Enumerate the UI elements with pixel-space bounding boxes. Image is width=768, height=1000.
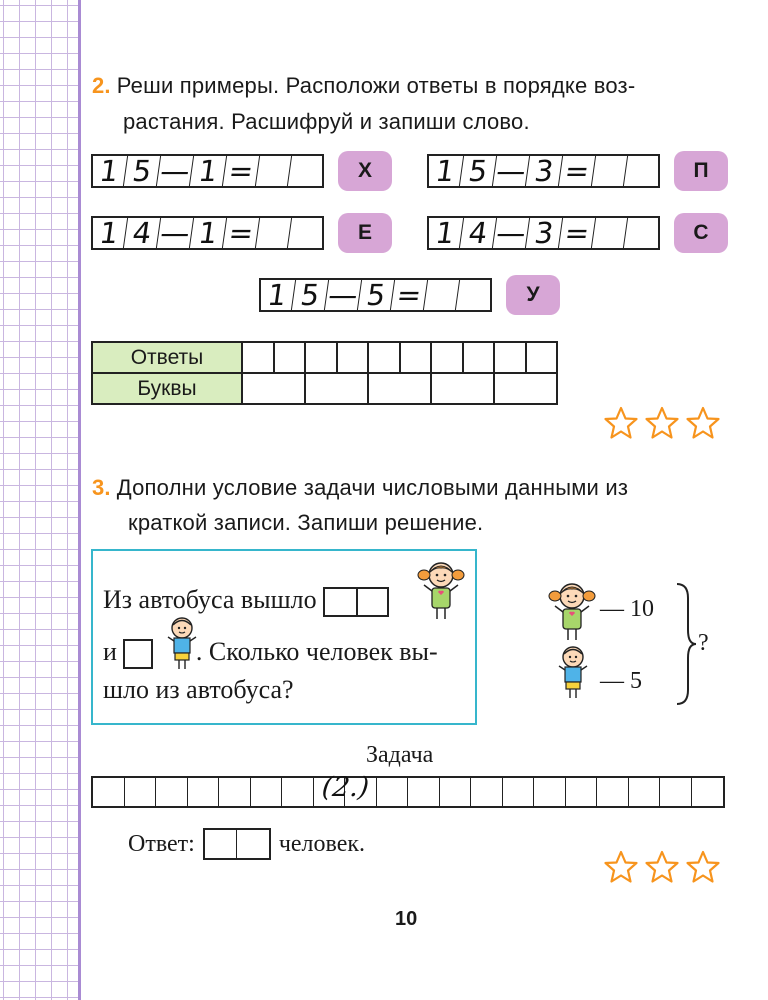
- letter-cell[interactable]: [494, 373, 557, 404]
- letter-cell[interactable]: [305, 373, 368, 404]
- story-text-2-start: и: [103, 637, 117, 666]
- equals-cell: =: [391, 280, 428, 310]
- example-5: [259, 278, 560, 312]
- answer-cell[interactable]: [274, 342, 306, 373]
- answer-label: Ответ:: [128, 830, 195, 857]
- answer-cell[interactable]: [592, 218, 628, 248]
- example-cells: [259, 278, 492, 312]
- answer-cell[interactable]: [456, 280, 492, 310]
- rating-stars-task2: [603, 405, 721, 441]
- solution-cell[interactable]: [566, 778, 598, 806]
- letter-badge: П: [674, 151, 728, 191]
- answer-cell[interactable]: [368, 342, 400, 373]
- star-icon[interactable]: [644, 405, 680, 441]
- solution-cell[interactable]: [692, 778, 724, 806]
- task2-text-line1: Реши примеры. Расположи ответы в порядке воз-: [116, 73, 636, 98]
- handwritten-action-count: (2.): [320, 772, 371, 803]
- answer-input-box[interactable]: [203, 828, 271, 860]
- solution-cell[interactable]: [503, 778, 535, 806]
- answer-cell[interactable]: [463, 342, 495, 373]
- answer-cell[interactable]: [624, 156, 660, 186]
- notebook-grid-margin: [0, 0, 80, 1000]
- solution-cell[interactable]: [93, 778, 125, 806]
- problem-story-box: [91, 549, 477, 725]
- task2-line1: [92, 69, 635, 103]
- solution-cell[interactable]: [219, 778, 251, 806]
- star-icon[interactable]: [603, 405, 639, 441]
- task3-text-line1: Дополни условие задачи числовыми данными из: [116, 475, 629, 500]
- answer-cell[interactable]: [624, 218, 660, 248]
- answer-cell[interactable]: [242, 342, 274, 373]
- solution-cell[interactable]: [156, 778, 188, 806]
- solution-cell[interactable]: [188, 778, 220, 806]
- star-icon[interactable]: [685, 405, 721, 441]
- story-line-1: [103, 585, 389, 617]
- task3-line1: [92, 471, 628, 505]
- solution-cell[interactable]: [377, 778, 409, 806]
- solution-cell[interactable]: [125, 778, 157, 806]
- letters-row: [92, 373, 557, 404]
- task-title: Задача: [366, 742, 434, 768]
- answer-cell[interactable]: [592, 156, 628, 186]
- girl-icon: [415, 559, 467, 621]
- answer-cell[interactable]: [526, 342, 558, 373]
- boy-icon: [556, 644, 590, 700]
- letter-cell[interactable]: [242, 373, 305, 404]
- brief-question: ?: [698, 630, 709, 656]
- solution-cell[interactable]: [660, 778, 692, 806]
- digit-cell: 1: [427, 218, 464, 248]
- letter-badge: С: [674, 213, 728, 253]
- star-icon[interactable]: [644, 849, 680, 885]
- star-icon[interactable]: [603, 849, 639, 885]
- example-cells: [427, 216, 660, 250]
- digit-cell: 3: [526, 156, 563, 186]
- story-line-2: [103, 637, 438, 669]
- answer-line: [128, 828, 365, 860]
- answer-cell[interactable]: [494, 342, 526, 373]
- story-line-3: шло из автобуса?: [103, 675, 294, 704]
- answer-cell[interactable]: [288, 218, 324, 248]
- story-text-2-end: . Сколько человек вы-: [195, 637, 438, 666]
- answers-table: [91, 341, 558, 405]
- operator-cell: —: [325, 280, 362, 310]
- digit-cell: 4: [124, 218, 161, 248]
- letter-cell[interactable]: [431, 373, 494, 404]
- solution-cell[interactable]: [408, 778, 440, 806]
- letter-cell[interactable]: [368, 373, 431, 404]
- digit-cell: 1: [427, 156, 464, 186]
- number-input-box-boys[interactable]: [123, 639, 153, 669]
- answer-cell[interactable]: [337, 342, 369, 373]
- answer-unit: человек.: [278, 830, 366, 857]
- answer-cell[interactable]: [256, 156, 292, 186]
- girl-icon: [546, 580, 598, 642]
- digit-cell: 4: [460, 218, 497, 248]
- digit-cell: 3: [526, 218, 563, 248]
- answer-cell[interactable]: [400, 342, 432, 373]
- solution-cell[interactable]: [251, 778, 283, 806]
- answer-cell[interactable]: [305, 342, 337, 373]
- solution-cell[interactable]: [471, 778, 503, 806]
- star-icon[interactable]: [685, 849, 721, 885]
- boy-icon: [165, 615, 199, 671]
- solution-cell[interactable]: [597, 778, 629, 806]
- task2-line2: растания. Расшифруй и запиши слово.: [123, 109, 530, 134]
- digit-cell: 5: [358, 280, 395, 310]
- operator-cell: —: [493, 156, 530, 186]
- story-text-1: Из автобуса вышло: [103, 585, 317, 614]
- letter-badge: Х: [338, 151, 392, 191]
- solution-cell[interactable]: [629, 778, 661, 806]
- brief-notation: [540, 580, 740, 710]
- operator-cell: —: [157, 156, 194, 186]
- example-cells: [91, 216, 324, 250]
- example-3: [91, 216, 392, 250]
- digit-cell: 1: [91, 156, 128, 186]
- solution-cells: [91, 776, 725, 808]
- solution-cell[interactable]: [282, 778, 314, 806]
- equals-cell: =: [223, 218, 260, 248]
- answer-cell[interactable]: [256, 218, 292, 248]
- letters-label: Буквы: [92, 373, 242, 404]
- digit-cell: 1: [190, 156, 227, 186]
- example-cells: [91, 154, 324, 188]
- margin-line: [78, 0, 81, 1000]
- solution-cell[interactable]: [440, 778, 472, 806]
- example-cells: [427, 154, 660, 188]
- equals-cell: =: [559, 156, 596, 186]
- digit-cell: 1: [259, 280, 296, 310]
- page-number: 10: [395, 908, 418, 930]
- digit-cell: 5: [292, 280, 329, 310]
- answer-cell[interactable]: [288, 156, 324, 186]
- task3-line2: краткой записи. Запиши решение.: [128, 510, 484, 535]
- task2-number: 2.: [92, 73, 111, 98]
- digit-cell: 5: [460, 156, 497, 186]
- rating-stars-task3: [603, 849, 721, 885]
- brief-girls-count: — 10: [600, 596, 654, 622]
- letter-badge: Е: [338, 213, 392, 253]
- digit-cell: 5: [124, 156, 161, 186]
- example-1: [91, 154, 392, 188]
- operator-cell: —: [157, 218, 194, 248]
- example-4: [427, 216, 728, 250]
- answer-cell[interactable]: [424, 280, 460, 310]
- letter-badge: У: [506, 275, 560, 315]
- number-input-box-girls[interactable]: [323, 587, 389, 617]
- equals-cell: =: [559, 218, 596, 248]
- task3-number: 3.: [92, 475, 111, 500]
- digit-cell: 1: [91, 218, 128, 248]
- example-2: [427, 154, 728, 188]
- answers-row: [92, 342, 557, 373]
- brief-boys-count: — 5: [600, 668, 642, 694]
- solution-cell[interactable]: [534, 778, 566, 806]
- operator-cell: —: [493, 218, 530, 248]
- answers-label: Ответы: [92, 342, 242, 373]
- curly-brace-icon: [674, 582, 698, 706]
- digit-cell: 1: [190, 218, 227, 248]
- answer-cell[interactable]: [431, 342, 463, 373]
- equals-cell: =: [223, 156, 260, 186]
